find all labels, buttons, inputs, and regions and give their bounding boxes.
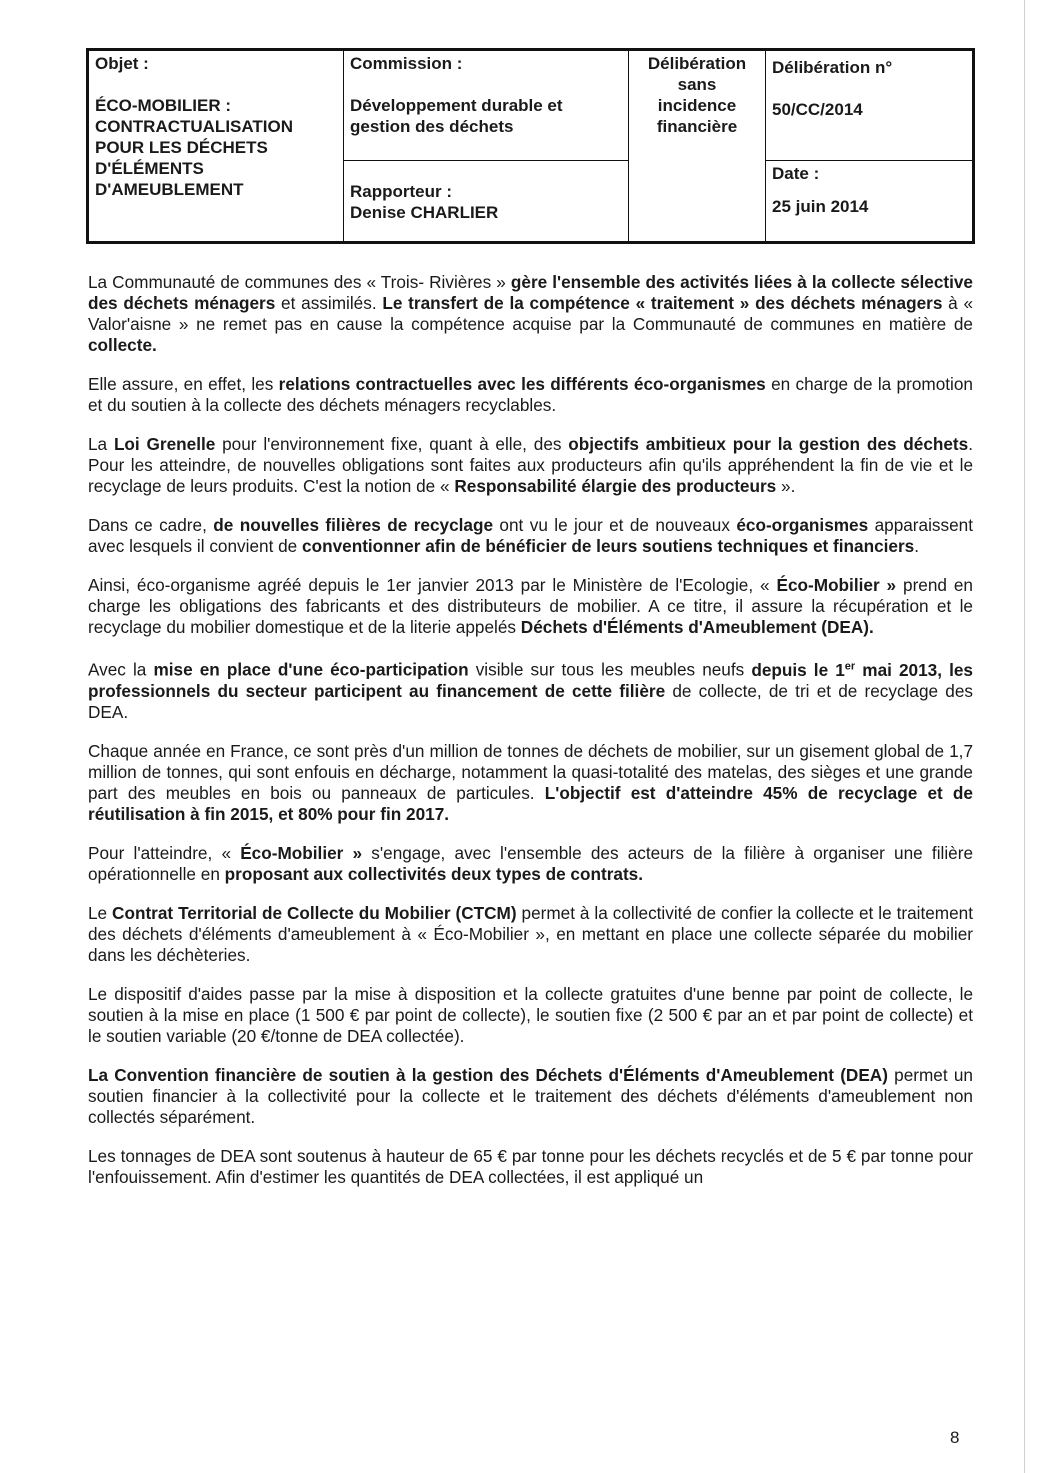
paragraph-objectif: Chaque année en France, ce sont près d'un million de tonnes de déchets de mobilier, sur un gisement global de 1,7 million de tonnes, qui sont enfouis en décharge, notamment la quasi-totalité des matelas, des sièges et une grande part des meubles en bois ou panneaux de particules. L'objectif est d'atteindre 45% de recyclage et de réutilisation à fin 2015, et 80% pour fin 2017. xyxy=(88,740,973,824)
date-label: Date : xyxy=(772,164,820,184)
paragraph-relations: Elle assure, en effet, les relations contractuelles avec les différents éco-organismes en charge de la promotion et du soutien à la collecte des déchets ménagers recyclables. xyxy=(88,374,973,415)
paragraph-eco-participation: Avec la mise en place d'une éco-participation visible sur tous les meubles neufs depuis le 1er mai 2013, les professionnels du secteur participent au financement de cette filière de collecte, de tri et de recyclage des DEA. xyxy=(88,659,973,722)
objet-title-line: ÉCO-MOBILIER : xyxy=(95,96,231,115)
objet-title-line: D'AMEUBLEMENT xyxy=(95,180,244,199)
deliberation-label: Délibération n° xyxy=(772,58,893,77)
incidence-text: sans xyxy=(677,75,717,94)
objet-label: Objet : xyxy=(95,54,149,73)
commission-label: Commission : xyxy=(350,54,463,73)
paragraph-aides: Le dispositif d'aides passe par la mise à disposition et la collecte gratuites d'une benne par point de collecte, le soutien à la mise en place (1 500 € par point de collecte), le soutien fixe (2 500 € par an et par point de collecte) et le soutien variable (20 €/tonne de DEA collectée). xyxy=(88,983,973,1046)
commission-name: gestion des déchets xyxy=(350,117,514,136)
incidence-text: incidence xyxy=(657,96,737,115)
objet-title-line: POUR LES DÉCHETS xyxy=(95,138,268,157)
paragraph-ctcm: Le Contrat Territorial de Collecte du Mobilier (CTCM) permet à la collectivité de confier la collecte et le traitement des déchets d'éléments d'ameublement à « Éco-Mobilier », en mettant en place une collecte séparée du mobilier dans les déchèteries. xyxy=(88,902,973,965)
rapporteur-name: Denise CHARLIER xyxy=(350,203,499,223)
incidence-cell xyxy=(629,50,766,243)
rapporteur-label: Rapporteur : xyxy=(350,182,452,202)
commission-cell xyxy=(344,50,629,161)
page-edge-line xyxy=(1024,0,1025,1473)
paragraph-tonnages: Les tonnages de DEA sont soutenus à hauteur de 65 € par tonne pour les déchets recyclés et de 5 € par tonne pour l'enfouissement. Afin d'estimer les quantités de DEA collectées, il est appliqué un xyxy=(88,1145,973,1187)
paragraph-filieres: Dans ce cadre, de nouvelles filières de recyclage ont vu le jour et de nouveaux éco-organismes apparaissent avec lesquels il convient de conventionner afin de bénéficier de leurs soutiens techniques et financiers. xyxy=(88,515,973,556)
date-cell xyxy=(766,161,974,243)
paragraph-contrats: Pour l'atteindre, « Éco-Mobilier » s'engage, avec l'ensemble des acteurs de la filière à organiser une filière opérationnelle en proposant aux collectivités deux types de contrats. xyxy=(88,842,973,884)
paragraph-intro: La Communauté de communes des « Trois- Rivières » gère l'ensemble des activités liées à la collecte sélective des déchets ménagers et assimilés. Le transfert de la compétence « traitement » des déchets ménagers à « Valor'aisne » ne remet pas en cause la compétence acquise par la Communauté de communes en matière de collecte. xyxy=(88,272,974,355)
deliberation-number-cell xyxy=(766,50,974,161)
deliberation-number: 50/CC/2014 xyxy=(772,100,863,119)
page-number: 8 xyxy=(950,1428,960,1447)
objet-cell xyxy=(88,50,344,243)
paragraph-convention: La Convention financière de soutien à la gestion des Déchets d'Éléments d'Ameublement (DEA) permet un soutien financier à la collectivité pour la collecte et le traitement des déchets d'éléments d'ameublement non collectés séparément. xyxy=(88,1064,973,1127)
objet-title-line: D'ÉLÉMENTS xyxy=(95,159,204,178)
date-value: 25 juin 2014 xyxy=(772,197,869,217)
paragraph-eco-mobilier: Ainsi, éco-organisme agréé depuis le 1er janvier 2013 par le Ministère de l'Ecologie, « Éco-Mobilier » prend en charge les obligations des fabricants et des distributeurs de mobilier. A ce titre, il assure la récupération et le recyclage du mobilier domestique et de la literie appelés Déchets d'Éléments d'Ameublement (DEA). xyxy=(88,575,973,637)
incidence-text: Délibération xyxy=(647,54,747,73)
incidence-text: financière xyxy=(656,117,738,136)
deliberation-header-table xyxy=(86,48,975,244)
commission-name: Développement durable et xyxy=(350,96,563,115)
objet-title-line: CONTRACTUALISATION xyxy=(95,117,293,136)
paragraph-grenelle: La Loi Grenelle pour l'environnement fixe, quant à elle, des objectifs ambitieux pour la gestion des déchets. Pour les atteindre, de nouvelles obligations sont faites aux producteurs afin qu'ils appréhendent la fin de vie et le recyclage de leurs produits. C'est la notion de « Responsabilité élargie des producteurs ». xyxy=(88,434,973,496)
deliberation-body xyxy=(88,272,973,1188)
rapporteur-cell xyxy=(344,161,629,243)
